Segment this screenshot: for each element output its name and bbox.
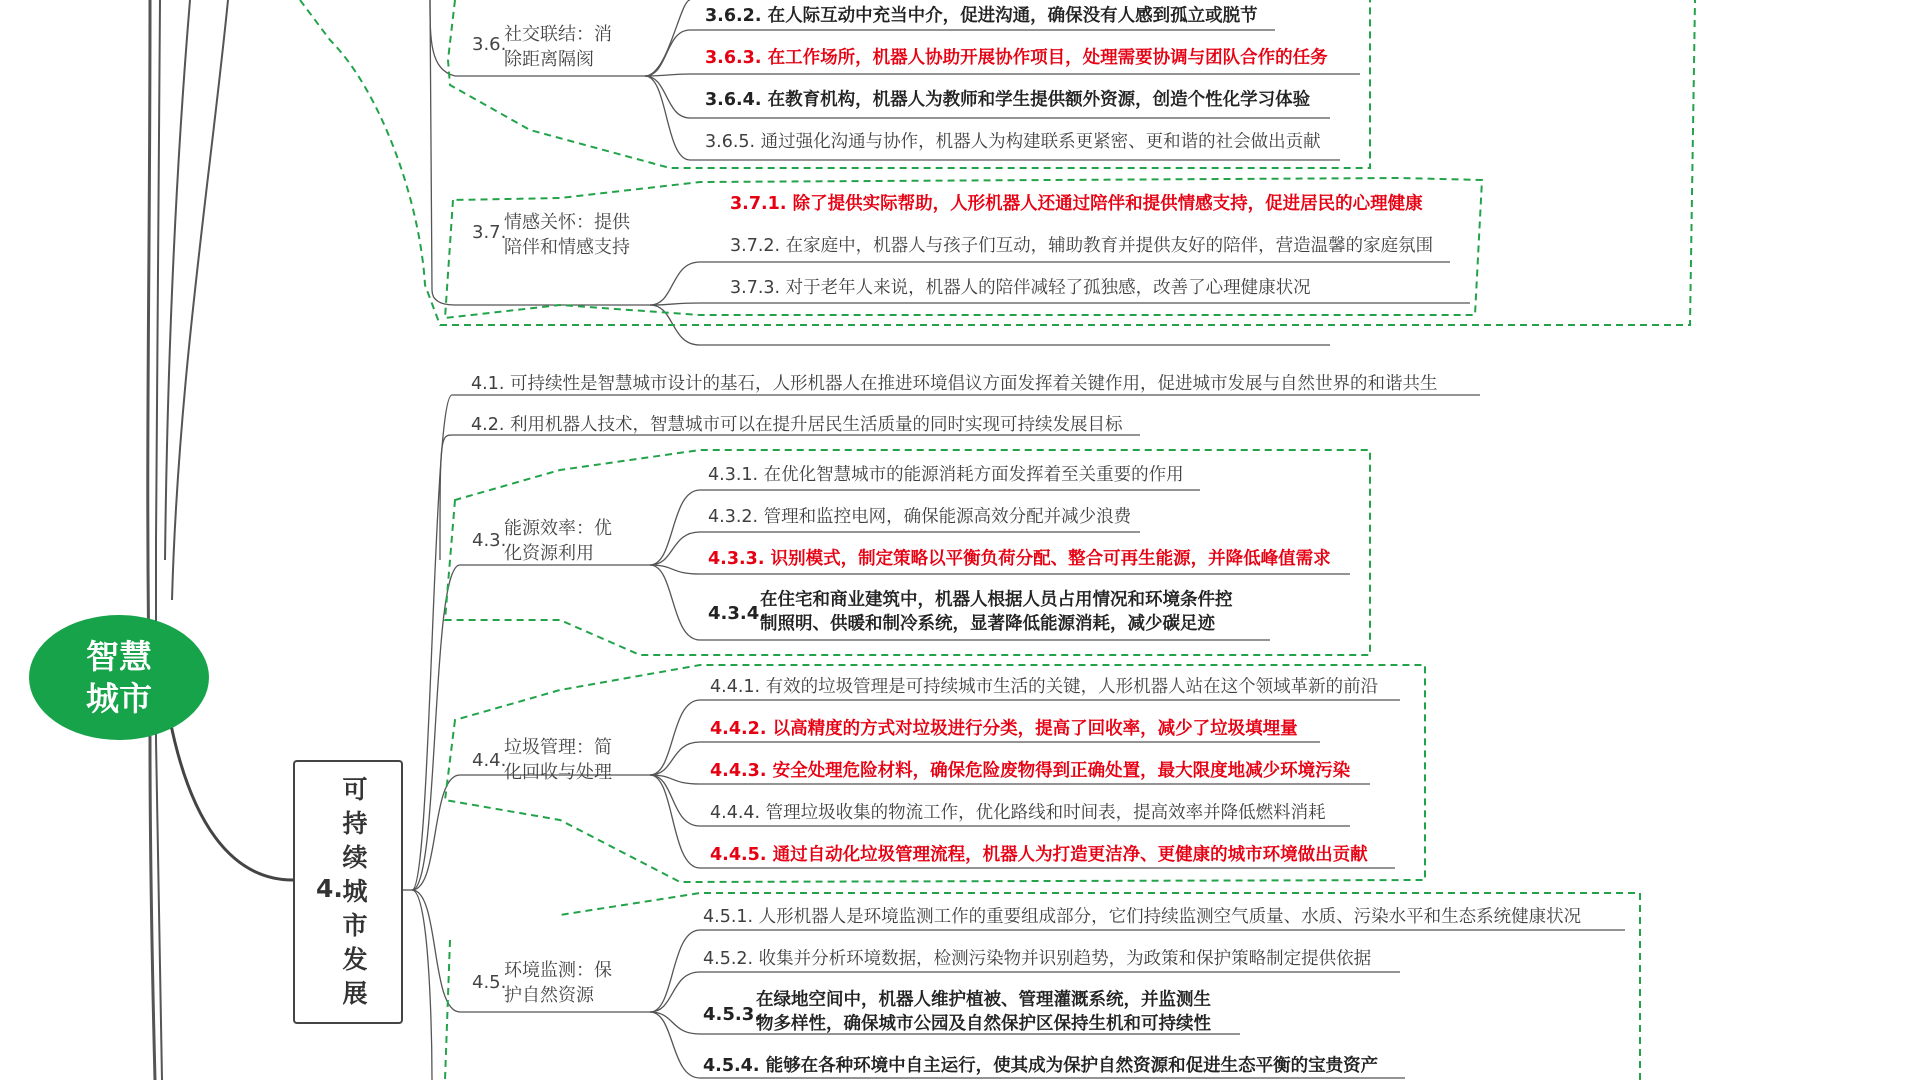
item-4-3-2[interactable]: 4.3.2. 管理和监控电网，确保能源高效分配并减少浪费 — [708, 507, 1132, 527]
section-4-3-label-line1: 能源效率：优 — [504, 518, 612, 539]
section-4-3-label[interactable] — [504, 516, 612, 566]
item-4-5-3[interactable] — [756, 988, 1211, 1036]
item-3-7-1[interactable]: 3.7.1. 除了提供实际帮助，人形机器人还通过陪伴和提供情感支持，促进居民的心理健康 — [730, 194, 1423, 214]
item-4-5-1[interactable]: 4.5.1. 人形机器人是环境监测工作的重要组成部分，它们持续监测空气质量、水质、污染水平和生态系统健康状况 — [703, 907, 1582, 927]
section-3-6-number: 3.6. — [472, 34, 507, 55]
item-3-6-3[interactable]: 3.6.3. 在工作场所，机器人协助开展协作项目，处理需要协调与团队合作的任务 — [705, 48, 1328, 68]
root-title-line1: 智慧 — [86, 636, 152, 676]
item-4-5-3-line2: 物多样性，确保城市公园及自然保护区保持生机和可持续性 — [756, 1014, 1211, 1034]
section-4-4-label[interactable] — [504, 735, 612, 785]
item-4-3-4[interactable] — [760, 588, 1233, 636]
section-3-6-label[interactable] — [504, 22, 612, 72]
section-4-5-label-line1: 环境监测：保 — [504, 960, 612, 981]
item-4-2[interactable]: 4.2. 利用机器人技术，智慧城市可以在提升居民生活质量的同时实现可持续发展目标 — [471, 415, 1123, 435]
item-4-3-3[interactable]: 4.3.3. 识别模式，制定策略以平衡负荷分配、整合可再生能源，并降低峰值需求 — [708, 549, 1331, 569]
section-4-4-label-line1: 垃圾管理：简 — [504, 737, 612, 758]
section-3-7-label[interactable] — [504, 210, 630, 260]
item-4-3-4-line2: 制照明、供暖和制冷系统，显著降低能源消耗，减少碳足迹 — [760, 614, 1215, 634]
item-4-1[interactable]: 4.1. 可持续性是智慧城市设计的基石，人形机器人在推进环境倡议方面发挥着关键作用，促进城市发展与自然世界的和谐共生 — [471, 374, 1438, 394]
section-4-4-number: 4.4. — [472, 750, 507, 771]
section-3-6-label-line1: 社交联结：消 — [504, 24, 612, 45]
item-3-7-2[interactable]: 3.7.2. 在家庭中，机器人与孩子们互动，辅助教育并提供友好的陪伴，营造温馨的家庭氛围 — [730, 236, 1434, 256]
item-4-3-4-number: 4.3.4. — [708, 603, 767, 624]
section-3-6-label-line2: 除距离隔阂 — [504, 49, 594, 70]
section-4-5-label[interactable] — [504, 958, 612, 1008]
item-3-7-3[interactable]: 3.7.3. 对于老年人来说，机器人的陪伴减轻了孤独感，改善了心理健康状况 — [730, 278, 1311, 298]
section-3-7-label-line1: 情感关怀：提供 — [504, 212, 630, 233]
item-4-5-2[interactable]: 4.5.2. 收集并分析环境数据，检测污染物并识别趋势，为政策和保护策略制定提供依据 — [703, 949, 1372, 969]
item-4-4-3[interactable]: 4.4.3. 安全处理危险材料，确保危险废物得到正确处置，最大限度地减少环境污染 — [710, 761, 1351, 781]
section-3-7-number: 3.7. — [472, 222, 507, 243]
section-4-5-number: 4.5. — [472, 972, 507, 993]
item-4-4-2[interactable]: 4.4.2. 以高精度的方式对垃圾进行分类，提高了回收率，减少了垃圾填埋量 — [710, 719, 1298, 739]
item-3-6-4[interactable]: 3.6.4. 在教育机构，机器人为教师和学生提供额外资源，创造个性化学习体验 — [705, 90, 1311, 110]
item-4-4-5[interactable]: 4.4.5. 通过自动化垃圾管理流程，机器人为打造更洁净、更健康的城市环境做出贡献 — [710, 845, 1368, 865]
item-4-3-4-line1: 在住宅和商业建筑中，机器人根据人员占用情况和环境条件控 — [760, 590, 1233, 610]
item-3-6-5[interactable]: 3.6.5. 通过强化沟通与协作，机器人为构建联系更紧密、更和谐的社会做出贡献 — [705, 132, 1321, 152]
item-4-4-4[interactable]: 4.4.4. 管理垃圾收集的物流工作，优化路线和时间表，提高效率并降低燃料消耗 — [710, 803, 1326, 823]
item-4-5-3-line1: 在绿地空间中，机器人维护植被、管理灌溉系统，并监测生 — [756, 990, 1211, 1010]
item-3-6-2[interactable]: 3.6.2. 在人际互动中充当中介，促进沟通，确保没有人感到孤立或脱节 — [705, 6, 1258, 26]
root-node[interactable] — [29, 615, 209, 740]
branch-4-title: 可持续城市发展 — [342, 775, 368, 1008]
section-4-5-label-line2: 护自然资源 — [504, 985, 594, 1006]
section-3-7-label-line2: 陪伴和情感支持 — [504, 237, 630, 258]
item-4-5-3-number: 4.5.3. — [703, 1004, 762, 1025]
item-4-5-4[interactable]: 4.5.4. 能够在各种环境中自主运行，使其成为保护自然资源和促进生态平衡的宝贵资产 — [703, 1056, 1379, 1076]
section-4-3-label-line2: 化资源利用 — [504, 543, 594, 564]
section-4-4-label-line2: 化回收与处理 — [504, 762, 612, 783]
item-4-4-1[interactable]: 4.4.1. 有效的垃圾管理是可持续城市生活的关键，人形机器人站在这个领域革新的前沿 — [710, 677, 1379, 697]
branch-4-number: 4. — [316, 874, 343, 903]
section-4-3-number: 4.3. — [472, 530, 507, 551]
item-4-3-1[interactable]: 4.3.1. 在优化智慧城市的能源消耗方面发挥着至关重要的作用 — [708, 465, 1184, 485]
root-title-line2: 城市 — [86, 678, 152, 718]
